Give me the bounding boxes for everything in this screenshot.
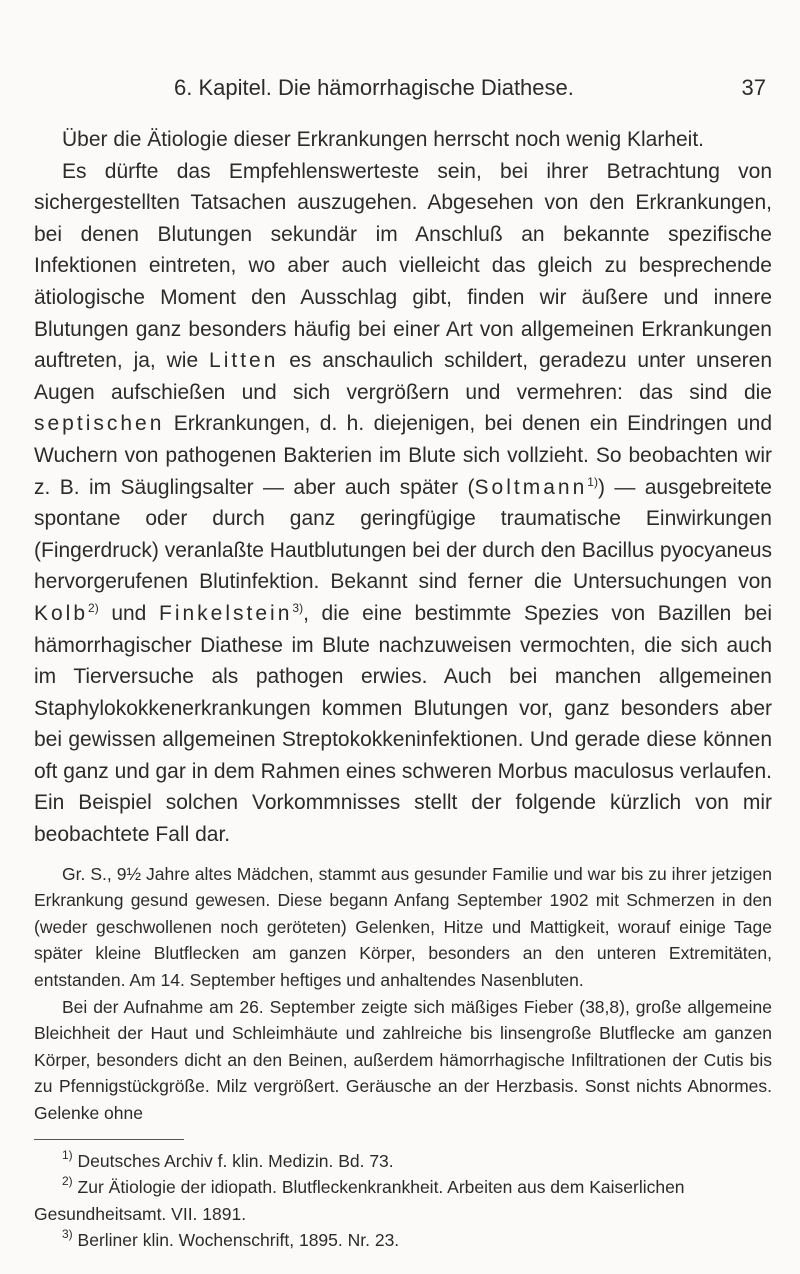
- case-paragraph-1: Gr. S., 9½ Jahre altes Mädchen, stammt aus gesunder Familie und war bis zu ihrer jetzigen Erkrankung gesund gewesen. Diese begann Anfang September 1902 mit Schmerzen in den (weder geschwollenen noch geröteten) Gelenken, Hitze und Mattigkeit, worauf einige Tage später kleine Blutflecken am ganzen Körper, besonders an den unteren Extremitäten, entstanden. Am 14. September heftiges und anhaltendes Nasenbluten.: [34, 863, 772, 991]
- author-name-soltmann: Soltmann: [474, 475, 588, 499]
- author-name-kolb: Kolb: [34, 601, 89, 625]
- footnote-1: $^{1)}$ Deutsches Archiv f. klin. Medizin. Bd. 73.: [62, 1147, 394, 1171]
- author-name-litten: Litten: [209, 349, 279, 373]
- chapter-title: 6. Kapitel. Die hämorrhagische Diathese.: [174, 75, 574, 100]
- footnote-ref-2: 2): [88, 600, 99, 615]
- case-report: [34, 861, 772, 1127]
- page: [34, 68, 772, 1254]
- running-header: [34, 68, 772, 108]
- case-paragraph-2: Bei der Aufnahme am 26. September zeigte sich mäßiges Fieber (38,8), große allgemeine Bleichheit der Haut und Schleimhäute und zahlreiche bis linsengroße Blutflecke am ganzen Körper, besonders dicht an den Beinen, außerdem hämorrhagische Infiltrationen der Cutis bis zu Pfennigstückgröße. Milz vergrößert. Geräusche an der Herzbasis. Sonst nichts Abnormes. Gelenke ohne: [34, 996, 772, 1123]
- footnote-2: $^{2)}$ Zur Ätiologie der idiopath. Blutfleckenkrankheit. Arbeiten aus dem Kaiserlichen Gesundheitsamt. VII. 1891.: [34, 1174, 685, 1224]
- paragraph-2: Es dürfte das Empfehlenswerteste sein, bei ihrer Betrachtung von sichergestellten Tatsachen auszugehen. Abgesehen von den Erkrankungen, bei denen Blutungen sekundär im Anschluß an bekannte spezifische Infektionen eintreten, wo aber auch vielleicht das gleich zu besprechende ätiologische Moment den Ausschlag gibt, finden wir äußere und innere Blutungen ganz besonders häufig bei einer Art von allgemeinen Erkrankungen auftreten, ja, wie Litten es anschaulich schildert, geradezu unter unseren Augen aufschießen und sich vergrößern und vermehren: das sind die septischen Erkrankungen, d. h. diejenigen, bei denen ein Eindringen und Wuchern von pathogenen Bakterien im Blute sich vollzieht. So beobachten wir z. B. im Säuglingsalter — aber auch später (Soltmann$^{1)}$) — ausgebreitete spontane oder durch ganz geringfügige traumatische Einwirkungen (Fingerdruck) veranlaßte Hautblutungen bei der durch den Bacillus pyocyaneus hervorgerufenen Blutinfektion. Bekannt sind ferner die Untersuchungen von Kolb$^{2)}$ und Finkelstein$^{3)}$, die eine bestimmte Spezies von Bazillen bei hämorrhagischer Diathese im Blute nachzuweisen vermochten, die sich auch im Tierversuche als pathogen erwies. Auch bei manchen allgemeinen Staphylokokkenerkrankungen kommen Blutungen vor, ganz besonders aber bei gewissen allgemeinen Streptokokkeninfektionen. Und gerade diese können oft ganz und gar in dem Rahmen eines schweren Morbus maculosus verlaufen. Ein Beispiel solchen Vorkommnisses stellt der folgende kürzlich von mir beobachtete Fall dar.: [34, 159, 773, 847]
- paragraph-1: Über die Ätiologie dieser Erkrankungen herrscht noch wenig Klarheit.: [62, 128, 705, 151]
- emphasis-septischen: septischen: [34, 412, 165, 436]
- footnotes: [34, 1148, 772, 1254]
- footnote-divider: [34, 1139, 184, 1140]
- footnote-3: $^{3)}$ Berliner klin. Wochenschrift, 1895. Nr. 23.: [62, 1227, 400, 1251]
- footnote-ref-3: 3): [292, 600, 304, 615]
- main-text: [34, 124, 772, 851]
- page-number: 37: [741, 75, 766, 100]
- footnote-ref-1: 1): [587, 474, 598, 489]
- author-name-finkelstein: Finkelstein: [159, 601, 293, 625]
